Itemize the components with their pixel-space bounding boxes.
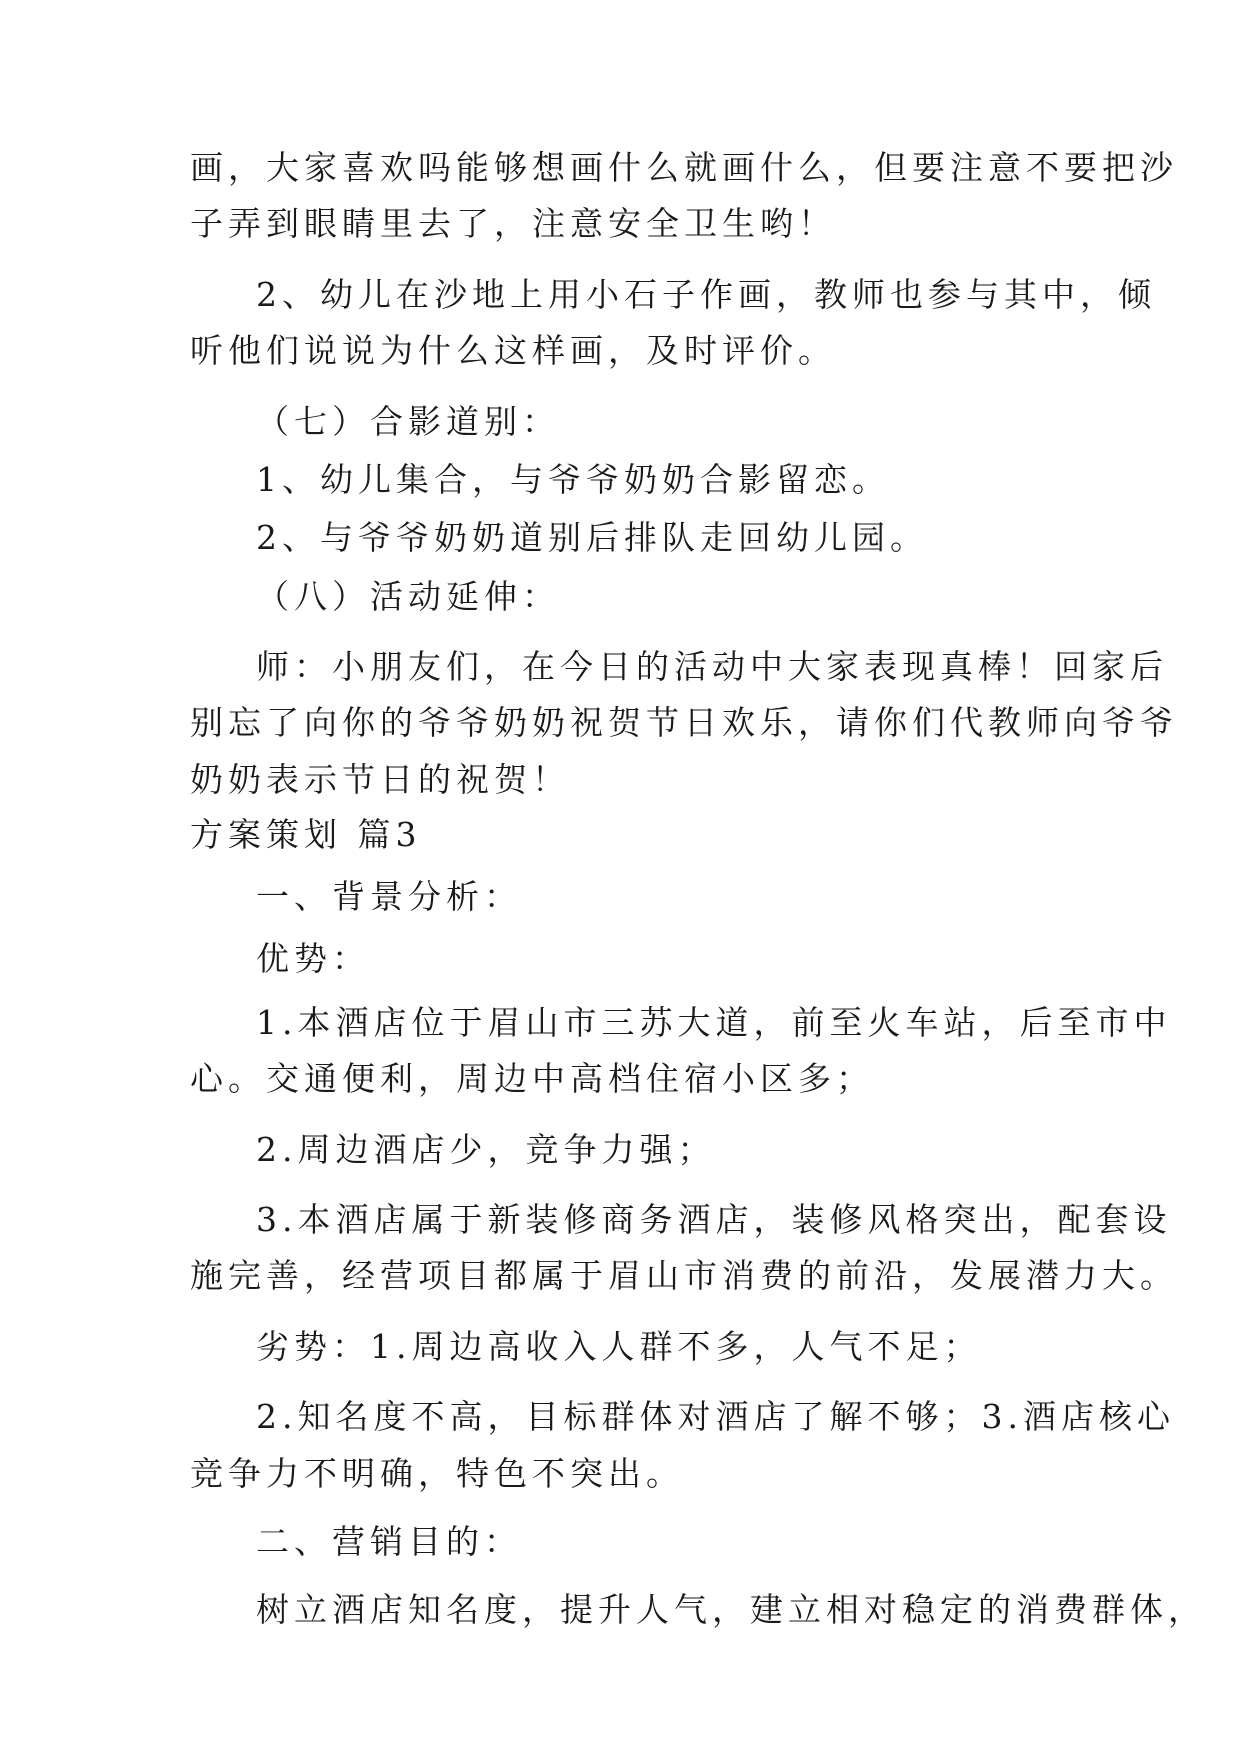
body-line: 2、与爷爷奶奶道别后排队走回幼儿园。: [256, 518, 928, 557]
body-line: 1、幼儿集合，与爷爷奶奶合影留恋。: [256, 460, 890, 499]
body-line: 心。交通便利，周边中高档住宿小区多；: [190, 1059, 874, 1098]
body-line: 2.周边酒店少，竞争力强；: [256, 1130, 716, 1169]
body-line: 听他们说说为什么这样画，及时评价。: [190, 331, 836, 370]
body-line: 奶奶表示节日的祝贺！: [190, 760, 570, 799]
body-line: 2、幼儿在沙地上用小石子作画，教师也参与其中，倾: [256, 275, 1156, 314]
body-line: 2.知名度不高，目标群体对酒店了解不够；3.酒店核心: [256, 1397, 1175, 1436]
body-line: 树立酒店知名度，提升人气，建立相对稳定的消费群体，: [256, 1590, 1206, 1629]
body-line: 画，大家喜欢吗能够想画什么就画什么，但要注意不要把沙: [190, 148, 1178, 187]
body-line: 施完善，经营项目都属于眉山市消费的前沿，发展潜力大。: [190, 1256, 1178, 1295]
body-line: 师：小朋友们，在今日的活动中大家表现真棒！回家后: [256, 647, 1168, 686]
section-title: 方案策划 篇3: [190, 815, 422, 854]
section-heading: （八）活动延伸：: [256, 577, 560, 616]
body-line: 劣势：1.周边高收入人群不多，人气不足；: [256, 1327, 982, 1366]
section-heading: 一、背景分析：: [256, 877, 522, 916]
body-line: 竞争力不明确，特色不突出。: [190, 1454, 684, 1493]
body-line: 子弄到眼睛里去了，注意安全卫生哟！: [190, 204, 836, 243]
body-line: 1.本酒店位于眉山市三苏大道，前至火车站，后至市中: [256, 1003, 1172, 1042]
section-heading: （七）合影道别：: [256, 402, 560, 441]
body-line: 3.本酒店属于新装修商务酒店，装修风格突出，配套设: [256, 1200, 1172, 1239]
body-line: 优势：: [256, 939, 370, 978]
body-line: 别忘了向你的爷爷奶奶祝贺节日欢乐，请你们代教师向爷爷: [190, 703, 1178, 742]
section-heading: 二、营销目的：: [256, 1522, 522, 1561]
